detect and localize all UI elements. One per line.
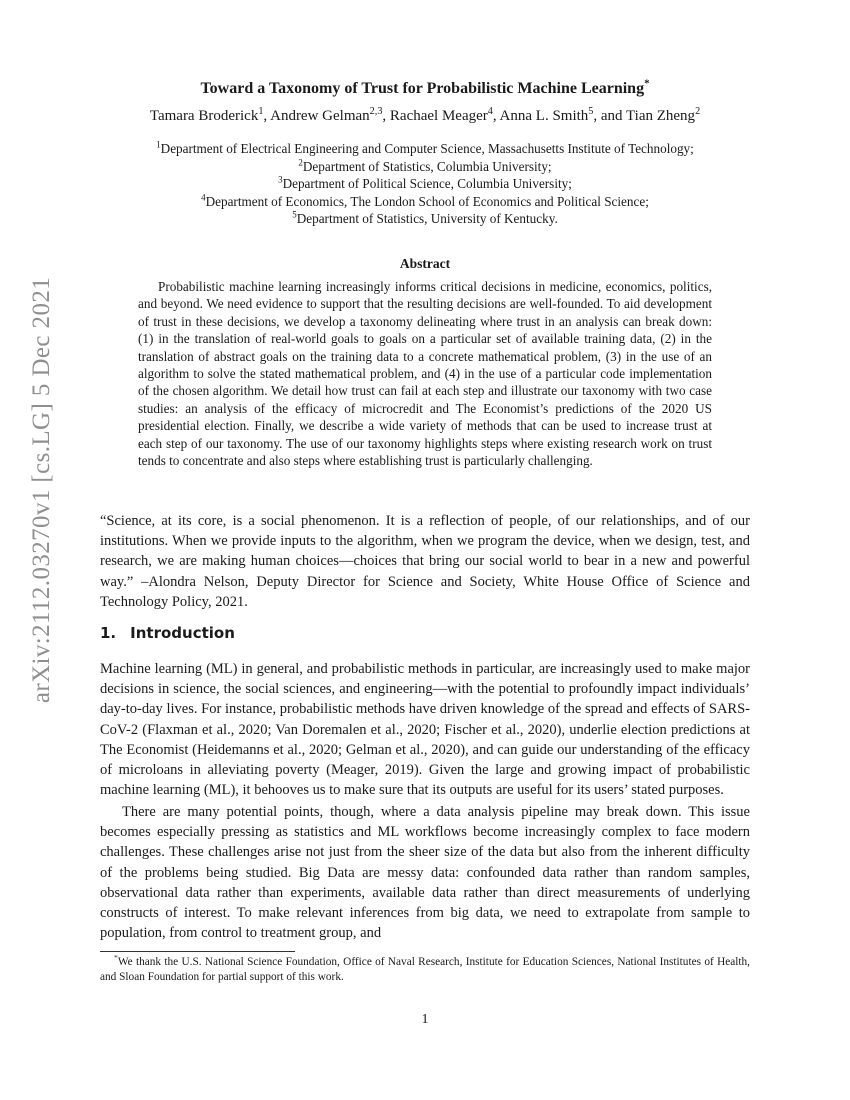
title-text: Toward a Taxonomy of Trust for Probabilistic Machine Learning [200,80,645,97]
abstract-text: Probabilistic machine learning increasingly informs critical decisions in medicine, economics, politics, and beyond. We need evidence to support that the resulting decisions are well-founded. To aid development of trust in these decisions, we develop a taxonomy delineating where trust in an analysis can break down: (1) in the translation of real-world goals to goals on a particular set of available training data, (2) in the translation of abstract goals on the training data to a concrete mathematical problem, (3) in the use of an algorithm to solve the stated mathematical problem, and (4) in the use of a particular code implementation of the chosen algorithm. We detail how trust can fail at each step and illustrate our taxonomy with two case studies: an analysis of the efficacy of microcredit and The Economist’s predictions of the 2020 US presidential election. Finally, we describe a wide variety of methods that can be used to increase trust at each step of our taxonomy. The use of our taxonomy highlights steps where existing research work on trust tends to concentrate and also steps where establishing trust is particularly challenging. [138,279,712,469]
body-paragraph: Machine learning (ML) in general, and probabilistic methods in particular, are increasingly used to make major decisions in science, the social sciences, and engineering—with the potential to profoundly impact individuals’ day-to-day lives. For instance, probabilistic methods have driven knowledge of the spread and effects of SARS-CoV-2 (Flaxman et al., 2020; Van Doremalen et al., 2020; Fischer et al., 2020), underlie election predictions at The Economist (Heidemanns et al., 2020; Gelman et al., 2020), and can guide our understanding of the efficacy of microloans in alleviating poverty (Meager, 2019). Given the large and growing impact of probabilistic machine learning (ML), it behooves us to make sure that its outputs are useful for its users’ stated purposes. [100,661,750,799]
author: Tamara Broderick$^1$ [149,106,264,124]
affiliation: $^4$Department of Economics, The London School of Economics and Political Science; [201,192,649,209]
author: Anna L. Smith$^5$ [499,106,594,124]
affiliation: $^5$Department of Statistics, University of Kentucky. [292,209,558,226]
footnote-rule [100,951,295,952]
author-list: Tamara Broderick$^1$, Andrew Gelman$^{2,3}$, Rachael Meager$^4$, Anna L. Smith$^5$, and Tian Zheng$^2$ [149,106,701,124]
abstract-heading: Abstract [399,256,451,271]
author: Andrew Gelman$^{2,3}$ [270,106,383,124]
title-footnote-mark: * [644,77,650,90]
paper-title [100,77,750,98]
affiliation: $^1$Department of Electrical Engineering and Computer Science, Massachusetts Institute of Technology; [156,139,694,156]
body-paragraph: There are many potential points, though, where a data analysis pipeline may break down. This issue becomes especially pressing as statistics and ML workflows become increasingly complex to face modern challenges. These challenges arise not just from the sheer size of the data but also from the inherent difficulty of the problems being studied. Big Data are messy data: confounded data rather than random samples, observational data rather than experiments, available data rather than direct measurements of underlying constructs of interest. To make relevant inferences from big data, we need to extrapolate from sample to population, from control to treatment group, and [100,804,750,942]
arxiv-stamp [28,276,56,704]
affiliation: $^2$Department of Statistics, Columbia University; [298,157,552,174]
author: Rachael Meager$^4$ [389,106,493,124]
affiliation: $^3$Department of Political Science, Columbia University; [278,174,572,191]
footnote [100,955,750,985]
author: Tian Zheng$^2$ [626,106,701,124]
footnote-text: We thank the U.S. National Science Foundation, Office of Naval Research, Institute for Education Sciences, National Institutes of Health, and Sloan Foundation for partial support of this work. [100,956,750,983]
section-title: Introduction [130,624,235,642]
epigraph-quote: “Science, at its core, is a social phenomenon. It is a reflection of people, of our relationships, and of our institutions. When we provide inputs to the algorithm, when we program the device, when we design, test, and research, we are making human choices—choices that bring our social world to bear in a new and powerful way.” –Alondra Nelson, Deputy Director for Science and Society, White House Office of Science and Technology Policy, 2021. [100,513,750,610]
affiliations [100,140,750,228]
page-number: 1 [421,1012,429,1027]
arxiv-id: arXiv:2112.03270v1 [cs.LG] 5 Dec 2021 [28,276,56,704]
section-heading [100,624,235,642]
footnote-mark: * [114,953,118,963]
section-number: 1. [100,624,117,642]
